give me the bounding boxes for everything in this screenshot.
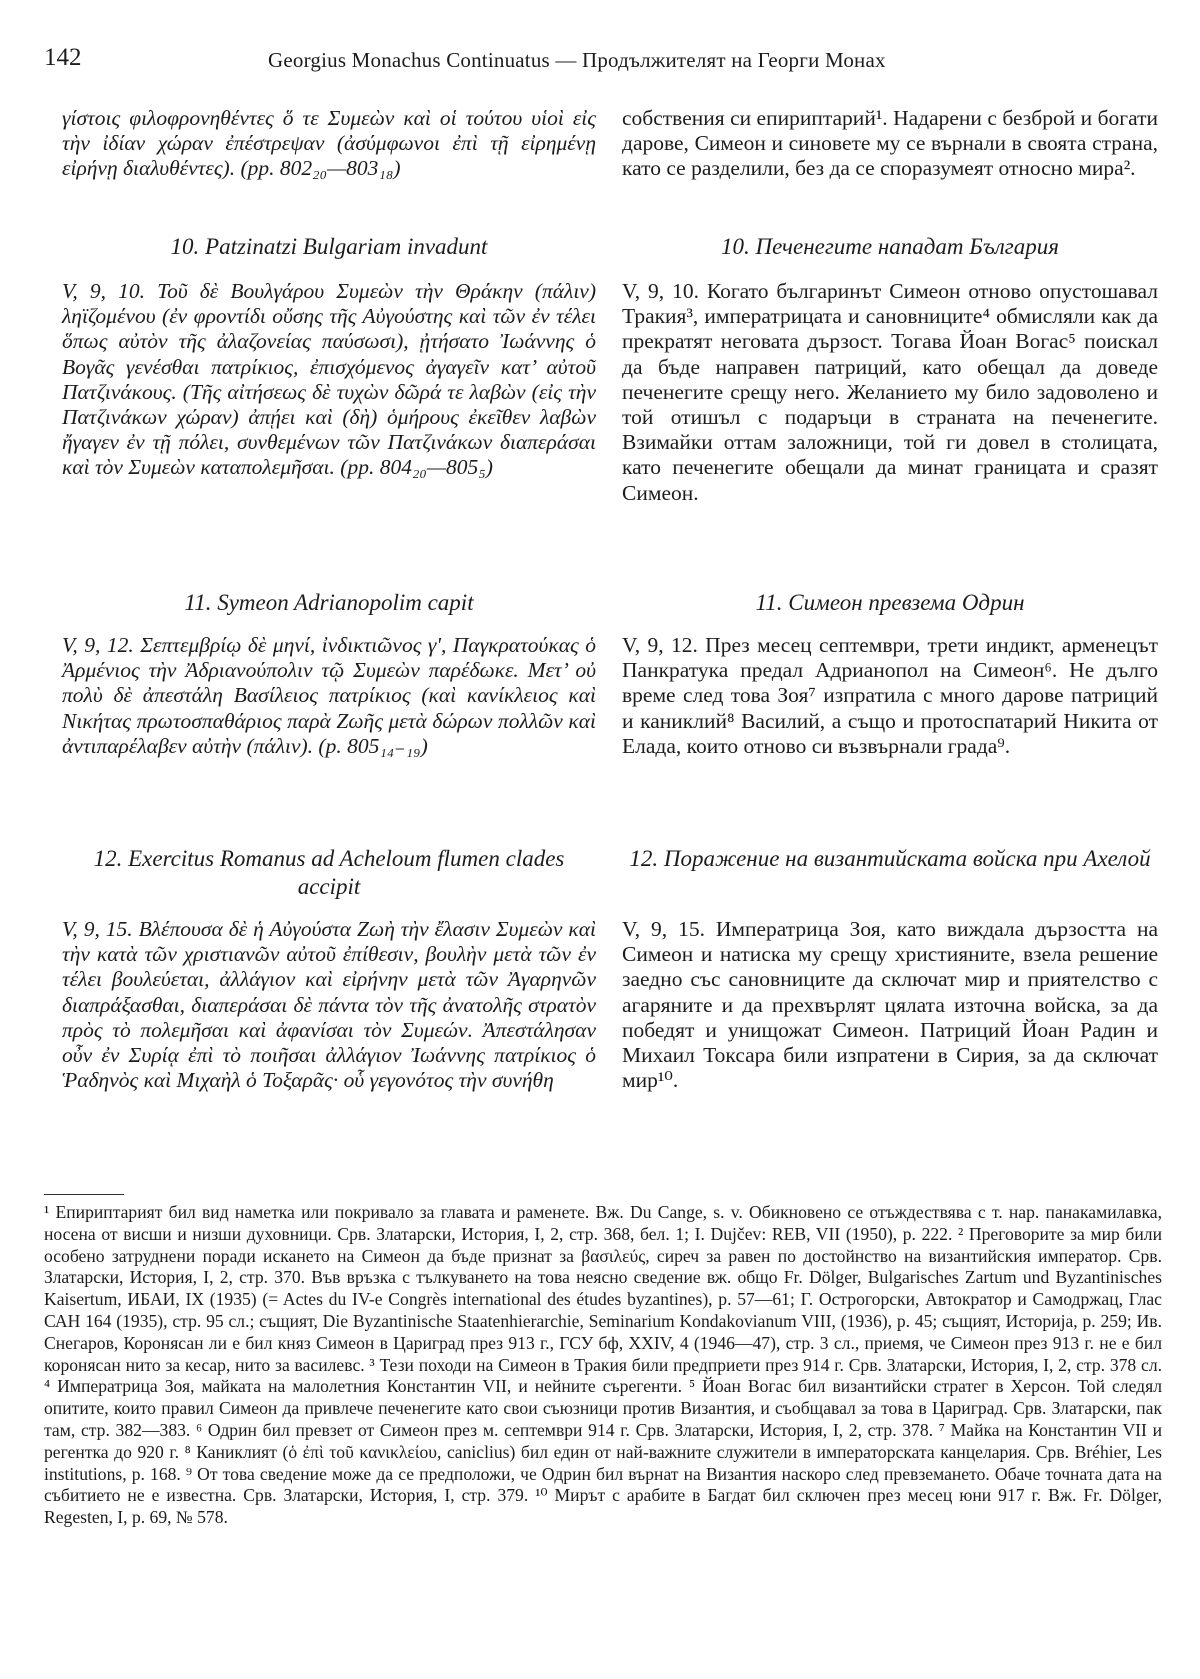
- bulgarian-column: [622, 106, 1158, 1157]
- section-11-heading-bulgarian: 11. Симеон превзема Одрин: [755, 590, 1025, 615]
- section-11-bulgarian-text: V, 9, 12. През месец септември, трети индикт, арменецът Панкратука предал Адрианопол на Симеон⁶. Не дълго време след това Зоя⁷ изпратила с много дарове патриций и каниклий⁸ Василий, а също и протоспатарий Никита от Елада, които отново си възвърнали града⁹.: [622, 633, 1158, 758]
- footnote-rule: [44, 1194, 124, 1195]
- greek-column: [62, 106, 596, 1157]
- section-11-greek-text: V, 9, 12. Σεπτεμβρίῳ δὲ μηνί, ἰνδικτιῶνος γʹ, Παγκρατούκας ὁ Ἀρμένιος τὴν Ἀδριανούπολιν τῷ Συμεὼν παρέδωκε. Μετ’ οὐ πολὺ δὲ ἀπεστάλη Βασίλειος πατρίκιος (καὶ κανίκλειος καὶ Νικήτας πρωτοσπαθάριος παρὰ Ζωῆς μετὰ δώρων πολλῶν καὶ ἀντιπαρέλαβεν αὐτὴν (πάλιν). (p. 805₁₄₋₁₉): [62, 633, 596, 758]
- section-10-heading-bulgarian: 10. Печенегите нападат България: [721, 234, 1059, 259]
- section-12-heading-bulgarian: 12. Поражение на византийската войска при Ахелой: [629, 846, 1151, 871]
- section-12-heading-latin: 12. Exercitus Romanus ad Acheloum flumen clades accipit: [93, 846, 565, 899]
- page-header: [0, 44, 1200, 84]
- footnotes: [44, 1202, 1162, 1529]
- section-11-heading-latin: 11. Symeon Adrianopolim capit: [184, 590, 474, 615]
- greek-continuation: γίστοις φιλοφρονηθέντες ὅ τε Συμεὼν καὶ οἱ τούτου υἱοὶ εἰς τὴν ἰδίαν χώραν ἐπέστρεψαν (ἀσύμφωνοι ἐπὶ τῇ εἰρημένῃ εἰρήνῃ διαλυθέντες). (pp. 802₂₀—803₁₈): [62, 106, 596, 181]
- section-10-heading-latin: 10. Patzinatzi Bulgariam invadunt: [170, 234, 488, 259]
- section-10-bulgarian-text: V, 9, 10. Когато българинът Симеон отново опустошавал Тракия³, императрицата и сановниците⁴ обмисляли как да прекратят неговата дързост. Тогава Йоан Вогас⁵ поискал да бъде направен патриций, като обещал да доведе печенегите срещу него. Желанието му било задоволено и той отишъл с подаръци в страната на печенегите. Взимайки оттам заложници, той ги довел в столицата, като печенегите обещали да минат границата и сразят Симеон.: [622, 279, 1158, 505]
- running-title: Georgius Monachus Continuatus — Продължителят на Георги Монах: [268, 48, 886, 72]
- page-number: 142: [44, 44, 82, 71]
- footnotes-text: ¹ Епириптарият бил вид наметка или покривало за главата и раменете. Вж. Du Cange, s. v. Обикновено се отъждествява с т. нар. панакамилавка, носена от висши и низши духовници. Срв. Златарски, История, I, 2, стр. 368, бел. 1; I. Dujčev: REB, VII (1950), р. 222. ² Преговорите за мир били особено затруднени поради искането на Симеон да бъде признат за βασιλεύς, сиреч за равен по достойнство на византийския император. Срв. Златарски, История, I, 2, стр. 370. Във връзка с тълкуването на това неясно сведение вж. общо Fr. Dölger, Bulgarisches Zartum und Byzantinisches Kaisertum, ИБАИ, IX (1935) (= Actes du IV-e Congrès international des études byzantines), p. 57—61; Г. Острогорски, Автократор и Самодржац, Глас САН 164 (1935), стр. 95 сл.; същият, Die Byzantinische Staatenhierarchie, Seminarium Kondakovianum VIII, (1936), p. 45; същият, Историја, p. 259; Ив. Снегаров, Коронясан ли е бил княз Симеон в Цариград през 913 г., ГСУ бф, XXIV, 4 (1946—47), стр. 3 сл., приемя, че Симеон през 913 г. не е бил коронясан нито за кесар, нито за василевс. ³ Тези походи на Симеон в Тракия били предприети през 914 г. Срв. Златарски, История, I, 2, стр. 378 сл. ⁴ Императрица Зоя, майката на малолетния Константин VII, и нейните сърегенти. ⁵ Йоан Вогас бил византийски стратег в Херсон. Той следял опитите, които правил Симеон да привлече печенегите като свои съюзници против Византия, и съобщавал за това в Цариград. Срв. Златарски, пак там, стр. 382—383. ⁶ Одрин бил превзет от Симеон през м. септември 914 г. Срв. Златарски, История, I, 2, стр. 378. ⁷ Майка на Константин VII и регентка до 920 г. ⁸ Каниклият (ὁ ἐπὶ τοῦ κανικλείου, caniclius) бил един от най-важните служители в императорската канцелария. Срв. Bréhier, Les institutions, p. 168. ⁹ От това сведение може да се предположи, че Одрин бил върнат на Византия наскоро след превземането. Обаче точната дата на събитието не е известна. Срв. Златарски, История, I, стр. 379. ¹⁰ Мирът с арабите в Багдат бил сключен през месец юни 917 г. Вж. Fr. Dölger, Regesten, I, p. 69, № 578.: [44, 1202, 1162, 1528]
- section-12-greek-text: V, 9, 15. Βλέπουσα δὲ ἡ Αὐγούστα Ζωὴ τὴν ἔλασιν Συμεὼν καὶ τὴν κατὰ τῶν χριστιανῶν αὐτοῦ ἐπίθεσιν, βουλὴν μετὰ τῶν ἐν τέλει βουλεύεται, ἀλλάγιον καὶ εἰρήνην μετὰ τῶν Ἀγαρηνῶν διαπράξασθαι, διαπεράσαι δὲ πάντα τὸν τῆς ἀνατολῆς στρατὸν πρὸς τὸ πολεμῆσαι καὶ ἀφανίσαι τὸν Συμεών. Ἀπεστάλησαν οὖν ἐν Συρίᾳ ἐπὶ τὸ ποιῆσαι ἀλλάγιον Ἰωάννης πατρίκιος ὁ Ῥαδηνὸς καὶ Μιχαὴλ ὁ Τοξαρᾶς· οὗ γεγονότος τὴν συνήθη: [62, 917, 596, 1093]
- section-12-bulgarian-text: V, 9, 15. Императрица Зоя, като виждала дързостта на Симеон и натиска му срещу християните, взела решение заедно със сановниците да сключат мир и приятелство с агаряните и да прехвърлят цялата източна войска, за да победят и унищожат Симеон. Патриций Йоан Радин и Михаил Токсара били изпратени в Сирия, за да сключат мир¹⁰.: [622, 917, 1158, 1093]
- section-10-greek-text: V, 9, 10. Τοῦ δὲ Βουλγάρου Συμεὼν τὴν Θράκην (πάλιν) ληϊζομένου (ἐν φροντίδι οὔσης τῆς Αὐγούστης καὶ τῶν ἐν τέλει ὅπως αὐτὸν τῆς ἀλαζονείας παύσωσι), ᾐτήσατο Ἰωάννης ὁ Βογᾶς γενέσθαι πατρίκιος, ἐπισχόμενος ἀγαγεῖν κατ’ αὐτοῦ Πατζινάκους. (Τῆς αἰτήσεως δὲ τυχὼν δῶρά τε λαβὼν (εἰς τὴν Πατζινάκων χώραν) ἀπῄει καὶ (δὴ) ὁμήρους ἐκεῖθεν λαβὼν ἤγαγεν ἐν τῇ πόλει, συνθεμένων τῶν Πατζινάκων διαπεράσαι καὶ τὸν Συμεὼν καταπολεμῆσαι. (pp. 804₂₀—805₅): [62, 279, 596, 480]
- bulgarian-continuation: собствения си епириптарий¹. Надарени с безброй и богати дарове, Симеон и синовете му се върнали в своята страна, като се разделили, без да се споразумеят относно мира².: [622, 106, 1158, 181]
